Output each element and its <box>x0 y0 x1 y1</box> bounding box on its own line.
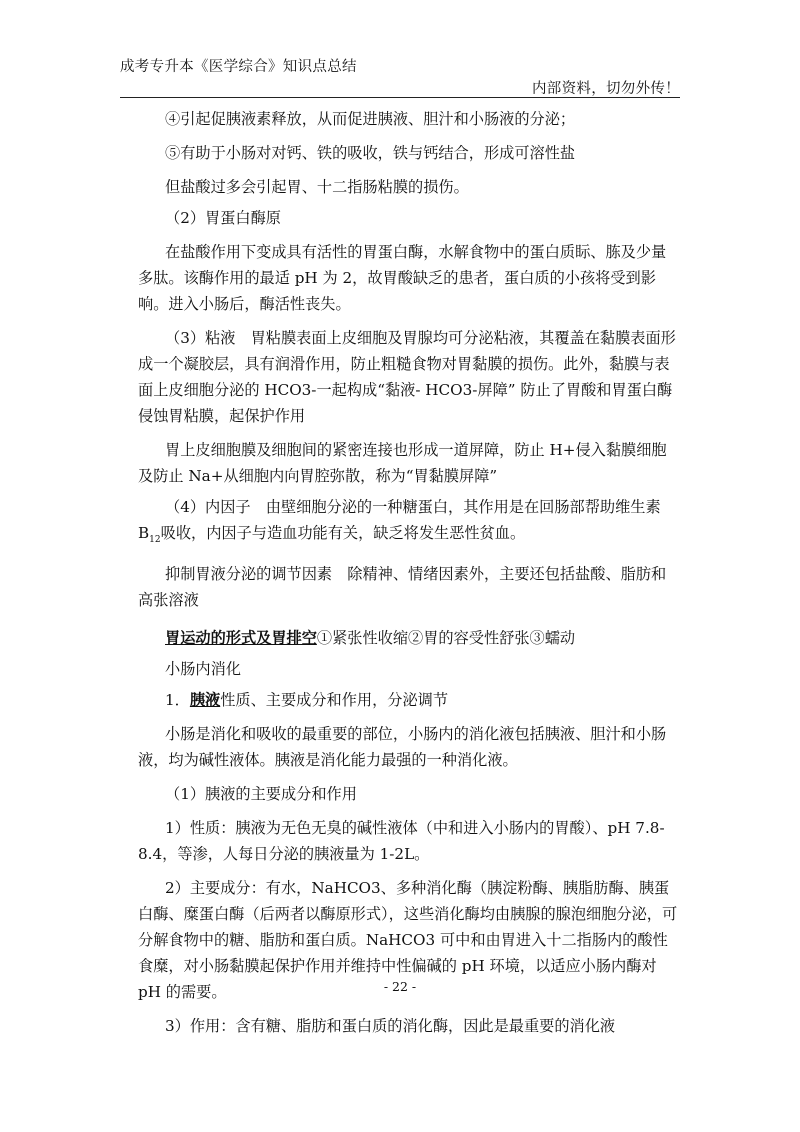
paragraph-pepsin: 在盐酸作用下变成具有活性的胃蛋白酶，水解食物中的蛋白质眎、胨及少量多肽。该酶作用的最适 pH 为 2，故胃酸缺乏的患者，蛋白质的小孩将受到影响。进入小肠后，酶活性丧失。 <box>138 243 667 313</box>
paragraph-intrinsic-factor <box>138 494 680 553</box>
paragraph-small-intestine: 小肠是消化和吸收的最重要的部位，小肠内的消化液包括胰液、胆汁和小肠液，均为碱性液体。胰液是消化能力最强的一种消化液。 <box>138 725 667 770</box>
paragraph-1: ④引起促胰液素释放，从而促进胰液、胆汁和小肠液的分泌； <box>165 110 576 128</box>
header-divider <box>120 97 680 98</box>
gastric-motility-heading: 胃运动的形式及胃排空 <box>165 629 317 648</box>
page-number: - 22 - <box>383 979 417 994</box>
paragraph-main-components: 2）主要成分：有水，NaHCO3、多种消化酶（胰淀粉酶、胰脂肪酶、胰蛋白酶、糜蛋白酶（后两者以酶原形式），这些消化酶均由胰腺的腺泡细胞分泌，可分解食物中的糖、脂肪和蛋白质。NaHCO3 可中和由胃进入十二指肠内的酸性食糜，对小肠黏膜起保护作用并维持中性偏碱的 pH 环境，以适应小肠内酶对 pH 的需要。 <box>138 879 678 1002</box>
vitamin-b12-subscript: 12 <box>149 535 161 546</box>
page-content <box>138 101 680 1039</box>
gastric-motility-forms: ①紧张性收缩②胃的容受性舒张③蠕动 <box>316 629 576 648</box>
pancreatic-juice-heading <box>138 687 680 713</box>
intrinsic-factor-text-b: 吸收，内因子与造血功能有关，缺乏将发生恶性贫血。 <box>160 524 526 542</box>
paragraph-mucosal-barrier: 胃上皮细胞膜及细胞间的紧密连接也形成一道屏障，防止 H+侵入黏膜细胞及防止 Na+从细胞内向胃腔弥散，称为“胃黏膜屏障” <box>138 441 667 485</box>
paragraph-mucus: （3）粘液 胃粘膜表面上皮细胞及胃腺均可分泌粘液，其覆盖在黏膜表面形成一个凝胶层，具有润滑作用，防止粗糙食物对胃黏膜的损伤。此外，黏膜与表面上皮细胞分泌的 HCO3-一起构成“黏液- HCO3-屏障” 防止了胃酸和胃蛋白酶侵蚀胃粘膜，起保护作用 <box>138 329 676 425</box>
gastric-motility-line <box>138 625 680 651</box>
document-header-title: 成考专升本《医学综合》知识点总结 <box>120 59 357 75</box>
pancreatic-juice-term: 胰液 <box>189 691 221 710</box>
pancreatic-heading-rest: 性质、主要成分和作用，分泌调节 <box>220 691 449 710</box>
paragraph-inhibition: 抑制胃液分泌的调节因素 除精神、情绪因素外，主要还包括盐酸、脂肪和高张溶液 <box>138 565 667 610</box>
paragraph-properties: 1）性质：胰液为无色无臭的碱性液体（中和进入小肠内的胃酸）、pH 7.8-8.4，等渗，人每日分泌的胰液量为 1-2L。 <box>138 819 665 864</box>
small-intestine-heading: 小肠内消化 <box>165 660 241 679</box>
paragraph-function: 3）作用：含有糖、脂肪和蛋白质的消化酶，因此是最重要的消化液 <box>165 1017 616 1036</box>
paragraph-2: ⑤有助于小肠对对钙、铁的吸收，铁与钙结合，形成可溶性盐 <box>165 144 576 162</box>
pancreatic-heading-number: 1． <box>165 691 190 710</box>
section-heading-pepsinogen: （2）胃蛋白酶原 <box>165 209 281 227</box>
paragraph-3: 但盐酸过多会引起胃、十二指肠粘膜的损伤。 <box>165 178 469 196</box>
pancreatic-components-heading: （1）胰液的主要成分和作用 <box>165 785 357 804</box>
confidential-notice: 内部资料，切勿外传！ <box>532 81 680 97</box>
intrinsic-factor-text-a: （4）内因子 由壁细胞分泌的一种糖蛋白，其作用是在回肠部帮助维生素 B <box>138 498 661 542</box>
